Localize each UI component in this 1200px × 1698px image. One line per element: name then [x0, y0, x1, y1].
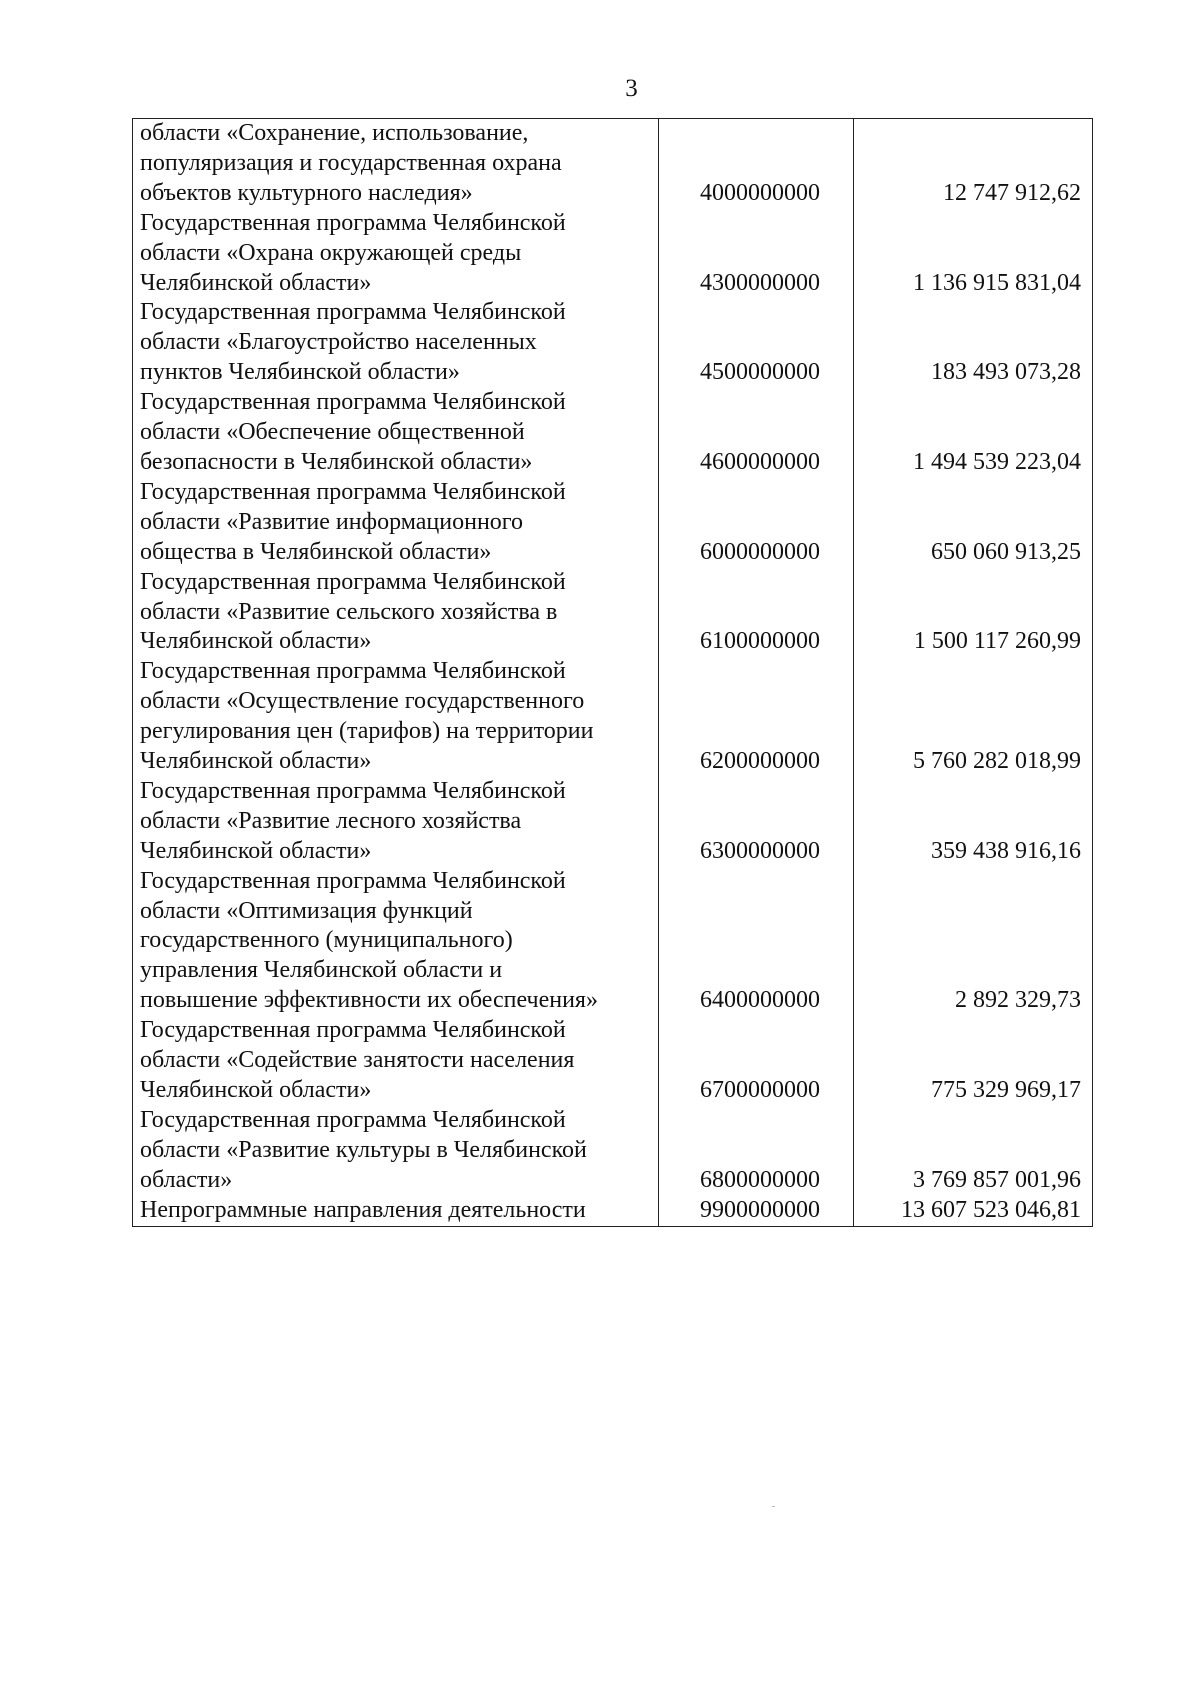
table-row	[133, 478, 1093, 568]
table-row	[133, 1106, 1093, 1196]
amount-cell: 183 493 073,28	[854, 298, 1093, 388]
table-row	[133, 388, 1093, 478]
table-row	[133, 1196, 1093, 1226]
amount-cell: 650 060 913,25	[854, 478, 1093, 568]
page-number: 3	[625, 75, 638, 102]
target-code-cell: 6800000000	[659, 1106, 854, 1196]
amount-cell: 359 438 916,16	[854, 777, 1093, 867]
amount-cell: 1 494 539 223,04	[854, 388, 1093, 478]
amount-cell: 775 329 969,17	[854, 1016, 1093, 1106]
program-name-cell: Государственная программа Челябинской области «Развитие культуры в Челябинской области»	[133, 1106, 659, 1196]
target-code-cell: 4500000000	[659, 298, 854, 388]
program-name-cell: Государственная программа Челябинской области «Оптимизация функций государственного (муниципального) управления Челябинской области и повышение эффективности их обеспечения»	[133, 867, 659, 1017]
target-code-cell: 6200000000	[659, 657, 854, 777]
table-row	[133, 777, 1093, 867]
budget-table	[132, 118, 1093, 1227]
target-code-cell: 4000000000	[659, 119, 854, 209]
amount-cell: 1 136 915 831,04	[854, 209, 1093, 299]
amount-cell: 13 607 523 046,81	[854, 1196, 1093, 1226]
amount-cell: 5 760 282 018,99	[854, 657, 1093, 777]
amount-cell: 12 747 912,62	[854, 119, 1093, 209]
program-name-cell: Государственная программа Челябинской области «Обеспечение общественной безопасности в Челябинской области»	[133, 388, 659, 478]
target-code-cell: 6000000000	[659, 478, 854, 568]
program-name-cell: Государственная программа Челябинской области «Охрана окружающей среды Челябинской области»	[133, 209, 659, 299]
target-code-cell: 6400000000	[659, 867, 854, 1017]
target-code-cell: 9900000000	[659, 1196, 854, 1226]
table-row	[133, 568, 1093, 658]
amount-cell: 3 769 857 001,96	[854, 1106, 1093, 1196]
amount-cell: 2 892 329,73	[854, 867, 1093, 1017]
scan-artifact	[772, 1506, 775, 1507]
table-row	[133, 298, 1093, 388]
program-name-cell: Государственная программа Челябинской области «Содействие занятости населения Челябинской области»	[133, 1016, 659, 1106]
program-name-cell: Государственная программа Челябинской области «Благоустройство населенных пунктов Челябинской области»	[133, 298, 659, 388]
program-name-cell: Государственная программа Челябинской области «Развитие сельского хозяйства в Челябинской области»	[133, 568, 659, 658]
target-code-cell: 6700000000	[659, 1016, 854, 1106]
program-name-cell: Государственная программа Челябинской области «Развитие лесного хозяйства Челябинской области»	[133, 777, 659, 867]
target-code-cell: 4300000000	[659, 209, 854, 299]
table-row	[133, 119, 1093, 209]
amount-cell: 1 500 117 260,99	[854, 568, 1093, 658]
table-row	[133, 867, 1093, 1017]
table-row	[133, 209, 1093, 299]
target-code-cell: 4600000000	[659, 388, 854, 478]
table-row	[133, 657, 1093, 777]
target-code-cell: 6100000000	[659, 568, 854, 658]
program-name-cell: области «Сохранение, использование, популяризация и государственная охрана объектов культурного наследия»	[133, 119, 659, 209]
budget-table-body	[133, 119, 1093, 1227]
program-name-cell: Государственная программа Челябинской области «Осуществление государственного регулирования цен (тарифов) на территории Челябинской области»	[133, 657, 659, 777]
target-code-cell: 6300000000	[659, 777, 854, 867]
table-row	[133, 1016, 1093, 1106]
program-name-cell: Государственная программа Челябинской области «Развитие информационного общества в Челябинской области»	[133, 478, 659, 568]
program-name-cell: Непрограммные направления деятельности	[133, 1196, 659, 1226]
